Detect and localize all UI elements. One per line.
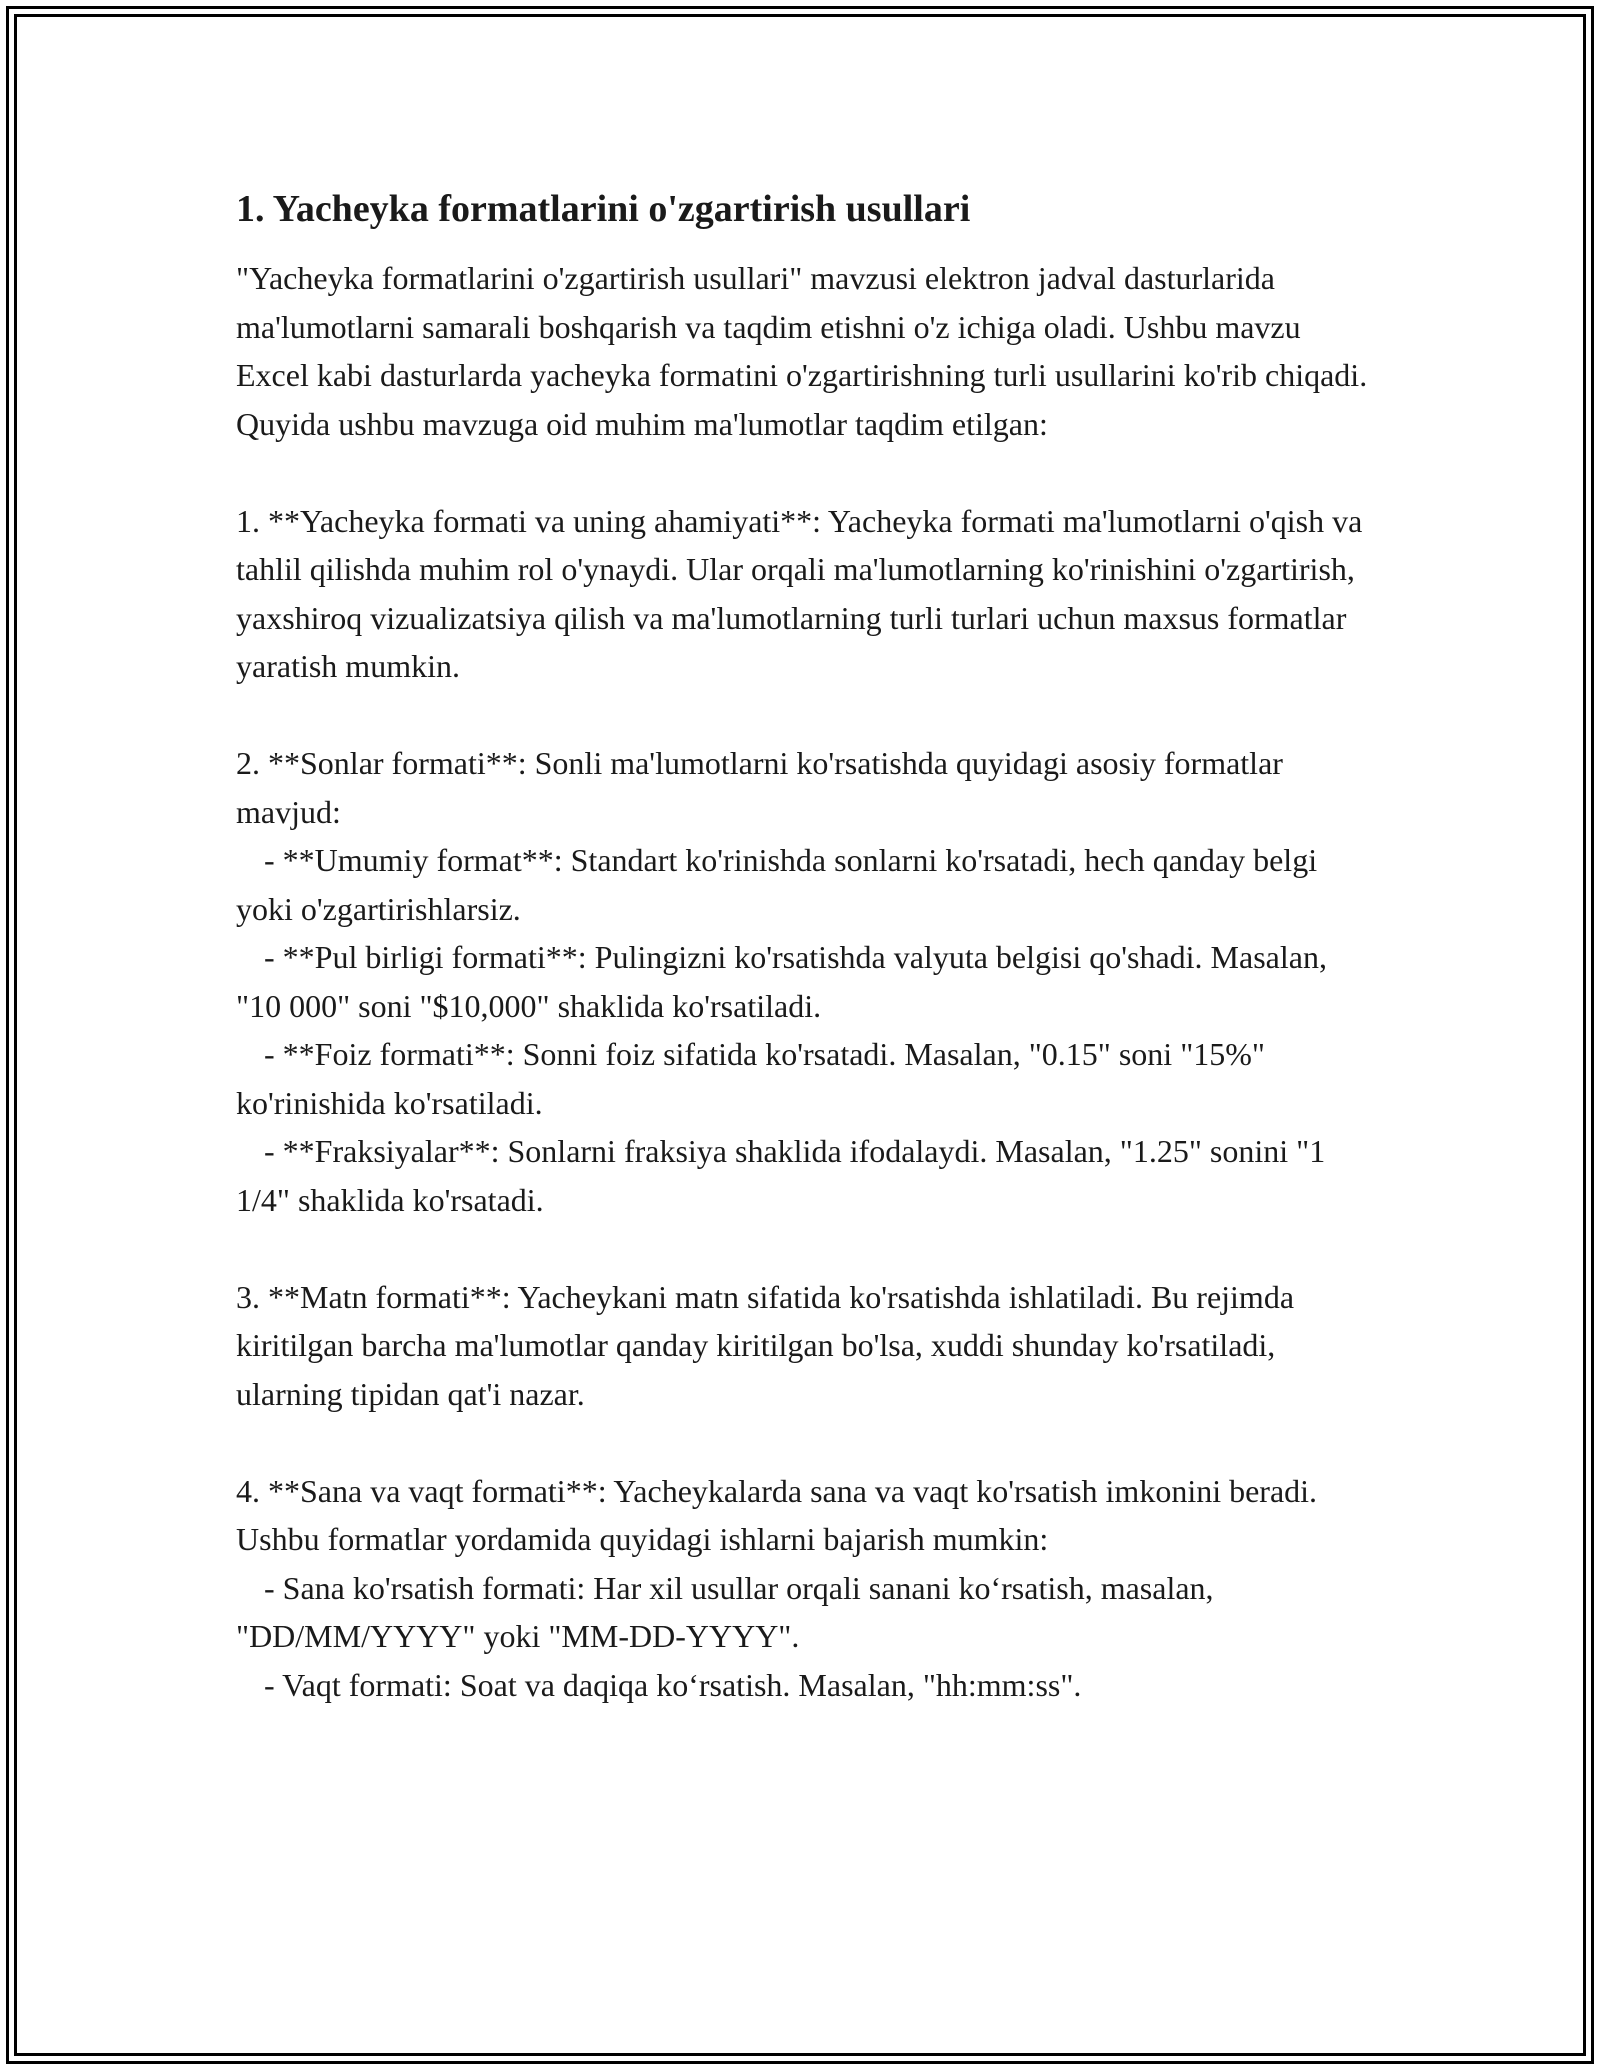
section-2-item-general: - **Umumiy format**: Standart ko'rinishda sonlarni ko'rsatadi, hech qanday belgi yoki o'zgartirishlarsiz.	[236, 842, 1318, 927]
section-4-item-time: - Vaqt formati: Soat va daqiqa ko‘rsatish. Masalan, "hh:mm:ss".	[264, 1666, 1082, 1703]
section-4-item-date: - Sana ko'rsatish formati: Har xil usullar orqali sanani ko‘rsatish, masalan, "DD/MM/YYYY" yoki "MM-DD-YYYY".	[236, 1569, 1214, 1654]
section-2-item-currency: - **Pul birligi formati**: Pulingizni ko'rsatishda valyuta belgisi qo'shadi. Masalan, "10 000" soni "$10,000" shaklida ko'rsatiladi.	[236, 939, 1327, 1024]
section-2-item-fractions: - **Fraksiyalar**: Sonlarni fraksiya shaklida ifodalaydi. Masalan, "1.25" sonini "1 1/4" shaklida ko'rsatadi.	[236, 1133, 1326, 1218]
section-2-item-percent: - **Foiz formati**: Sonni foiz sifatida ko'rsatadi. Masalan, "0.15" soni "15%" ko'rinishida ko'rsatiladi.	[236, 1036, 1265, 1121]
section-3-paragraph: 3. **Matn formati**: Yacheykani matn sifatida ko'rsatishda ishlatiladi. Bu rejimda kiritilgan barcha ma'lumotlar qanday kiritilgan bo'lsa, xuddi shunday ko'rsatiladi, ularning tipidan qat'i nazar.	[236, 1278, 1295, 1412]
intro-paragraph: "Yacheyka formatlarini o'zgartirish usullari" mavzusi elektron jadval dasturlarida ma'lumotlarni samarali boshqarish va taqdim etishni o'z ichiga oladi. Ushbu mavzu Excel kabi dasturlarda yacheyka formatini o'zgartirishning turli usullarini ko'rib chiqadi. Quyida ushbu mavzuga oid muhim ma'lumotlar taqdim etilgan:	[236, 260, 1368, 442]
paragraph-gap	[236, 691, 1376, 740]
paragraph-gap	[236, 1418, 1376, 1467]
document-title: 1. Yacheyka formatlarini o'zgartirish usullari	[236, 188, 971, 230]
document-body	[236, 186, 1376, 1709]
paragraph-gap	[236, 448, 1376, 497]
section-4-heading: 4. **Sana va vaqt formati**: Yacheykalarda sana va vaqt ko'rsatish imkonini beradi. Ushbu formatlar yordamida quyidagi ishlarni bajarish mumkin:	[236, 1472, 1318, 1557]
paragraph-gap	[236, 1224, 1376, 1273]
section-1-paragraph: 1. **Yacheyka formati va uning ahamiyati**: Yacheyka formati ma'lumotlarni o'qish va tahlil qilishda muhim rol o'ynaydi. Ular orqali ma'lumotlarning ko'rinishini o'zgartirish, yaxshiroq vizualizatsiya qilish va ma'lumotlarning turli turlari uchun maxsus formatlar yaratish mumkin.	[236, 502, 1363, 684]
section-2-heading: 2. **Sonlar formati**: Sonli ma'lumotlarni ko'rsatishda quyidagi asosiy formatlar mavjud:	[236, 745, 1283, 830]
